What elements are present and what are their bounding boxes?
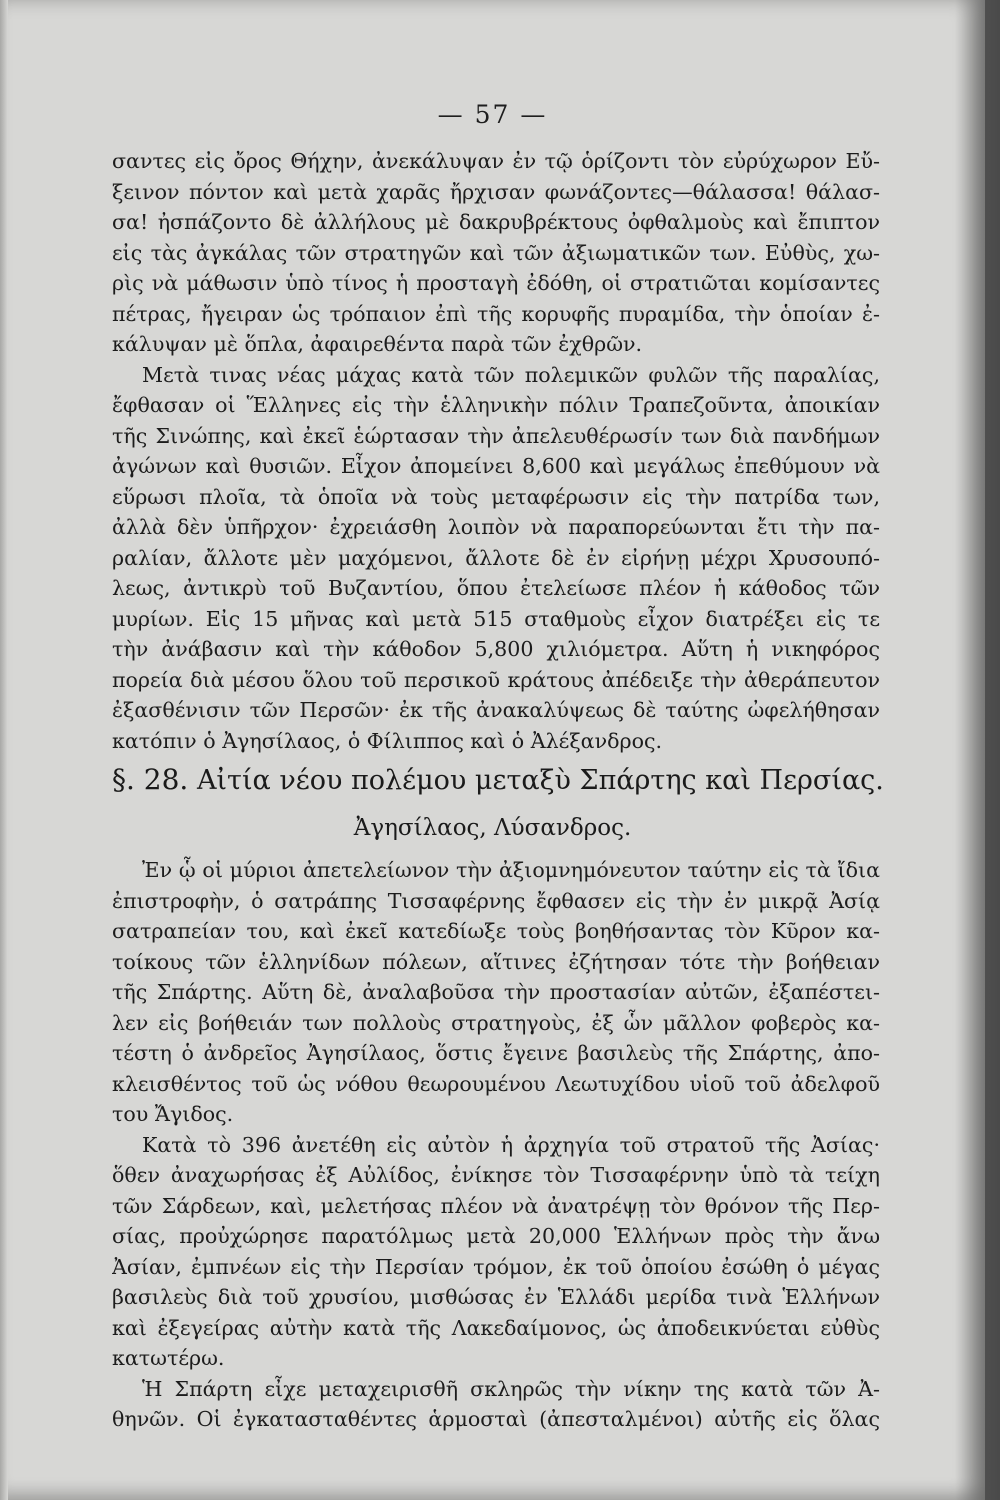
text-line: ἀλλὰ δὲν ὑπῆρχον· ἐχρειάσθη λοιπὸν νὰ παραπορεύωνται ἔτι τὴν πα- (112, 515, 880, 539)
text-line: ἐπιστροφὴν, ὁ σατράπης Τισσαφέρνης ἔφθασεν εἰς τὴν ἐν μικρᾷ Ἀσίᾳ (112, 888, 880, 913)
text-line: ραλίαν, ἄλλοτε μὲν μαχόμενοι, ἄλλοτε δὲ ἐν εἰρήνῃ μέχρι Χρυσουπό- (112, 545, 880, 570)
text-line: εὕρωσι πλοῖα, τὰ ὁποῖα νὰ τοὺς μεταφέρωσιν εἰς τὴν πατρίδα των, (112, 484, 880, 509)
text-line: ξεινον πόντον καὶ μετὰ χαρᾶς ἤρχισαν φωνάζοντες—θάλασσα! θάλασ- (112, 179, 880, 204)
text-line: θηνῶν. Οἱ ἐγκατασταθέντες ἁρμοσταὶ (ἀπεσταλμένοι) αὐτῆς εἰς ὅλας (112, 1407, 880, 1431)
text-line: καὶ ἐξεγείρας αὐτὴν κατὰ τῆς Λακεδαίμονος, ὡς ἀποδεικνύεται εὐθὺς (112, 1315, 880, 1340)
text-line: σα! ἠσπάζοντο δὲ ἀλλήλους μὲ δακρυβρέκτους ὀφθαλμοὺς καὶ ἔπιπτον (112, 210, 880, 234)
section-number: §. 28. (112, 763, 189, 796)
text-line: τὴν ἀνάβασιν καὶ τὴν κάθοδον 5,800 χιλιόμετρα. Αὕτη ἡ νικηφόρος (112, 637, 880, 661)
text-line: του Ἄγιδος. (112, 1102, 234, 1126)
text-line: τέστη ὁ ἀνδρεῖος Ἀγησίλαος, ὅστις ἔγεινε βασιλεὺς τῆς Σπάρτης, ἀπο- (112, 1041, 880, 1065)
text-line: κατωτέρω. (112, 1346, 225, 1370)
page-number: — 57 — (437, 100, 548, 129)
text-line: ρὶς νὰ μάθωσιν ὑπὸ τίνος ἡ προσταγὴ ἐδόθη, οἱ στρατιῶται κομίσαντες (112, 271, 880, 295)
text-line: τοίκους τῶν ἑλληνίδων πόλεων, αἵτινες ἐζήτησαν τότε τὴν βοήθειαν (112, 949, 880, 974)
text-line: ὅθεν ἀναχωρήσας ἐξ Αὐλίδος, ἐνίκησε τὸν Τισσαφέρνην ὑπὸ τὰ τείχη (112, 1163, 880, 1187)
section-heading (112, 762, 882, 799)
text-line: κλεισθέντος τοῦ ὡς νόθου θεωρουμένου Λεωτυχίδου υἱοῦ τοῦ ἀδελφοῦ (112, 1071, 880, 1096)
text-line: ἐξασθένισιν τῶν Περσῶν· ἐκ τῆς ἀνακαλύψεως δὲ ταύτης ὠφελήθησαν (112, 698, 880, 722)
text-line: τῆς Σπάρτης. Αὕτη δὲ, ἀναλαβοῦσα τὴν προστασίαν αὐτῶν, ἐξαπέστει- (112, 980, 880, 1004)
page-gutter-shadow (955, 0, 1000, 1500)
text-line: σατραπείαν του, καὶ ἐκεῖ κατεδίωξε τοὺς βοηθήσαντας τὸν Κῦρον κα- (112, 919, 880, 943)
text-block-upper (112, 146, 880, 756)
text-line: ἔφθασαν οἱ Ἕλληνες εἰς τὴν ἑλληνικὴν πόλιν Τραπεζοῦντα, ἀποικίαν (112, 393, 880, 417)
text-line: λεν εἰς βοήθειάν των πολλοὺς στρατηγοὺς, ἐξ ὧν μᾶλλον φοβερὸς κα- (112, 1010, 880, 1035)
text-line: τῶν Σάρδεων, καὶ, μελετήσας πλέον νὰ ἀνατρέψῃ τὸν θρόνον τῆς Περ- (112, 1193, 880, 1218)
text-line: κάλυψαν μὲ ὅπλα, ἀφαιρεθέντα παρὰ τῶν ἐχθρῶν. (112, 332, 643, 356)
text-line: λεως, ἀντικρὺ τοῦ Βυζαντίου, ὅπου ἐτελείωσε πλέον ἡ κάθοδος τῶν (112, 576, 880, 600)
text-line: πέτρας, ἤγειραν ὡς τρόπαιον ἐπὶ τῆς κορυφῆς πυραμίδα, τὴν ὁποίαν ἐ- (112, 301, 880, 326)
text-line: τῆς Σινώπης, καὶ ἐκεῖ ἑώρτασαν τὴν ἀπελευθέρωσίν των διὰ πανδήμων (112, 423, 880, 448)
text-line: Κατὰ τὸ 396 ἀνετέθη εἰς αὐτὸν ἡ ἀρχηγία τοῦ στρατοῦ τῆς Ἀσίας· (142, 1132, 880, 1157)
page-left-edge (0, 0, 8, 1500)
text-line: σαντες εἰς ὄρος Θήχην, ἀνεκάλυψαν ἐν τῷ ὁρίζοντι τὸν εὐρύχωρον Εὔ- (112, 149, 880, 173)
text-line: ἀγώνων καὶ θυσιῶν. Εἶχον ἀπομείνει 8,600 καὶ μεγάλως ἐπεθύμουν νὰ (112, 454, 880, 478)
text-line: μυρίων. Εἰς 15 μῆνας καὶ μετὰ 515 σταθμοὺς εἶχον διατρέξει εἰς τε (112, 606, 880, 631)
text-line: εἰς τὰς ἀγκάλας τῶν στρατηγῶν καὶ τῶν ἀξιωματικῶν των. Εὐθὺς, χω- (112, 240, 880, 265)
text-line: Ἐν ᾧ οἱ μύριοι ἀπετελείωνον τὴν ἀξιομνημόνευτον ταύτην εἰς τὰ ἴδια (142, 858, 880, 882)
text-line: πορεία διὰ μέσου ὅλου τοῦ περσικοῦ κράτους ἀπέδειξε τὴν ἀθεράπευτον (112, 667, 880, 692)
text-line: Ἡ Σπάρτη εἶχε μεταχειρισθῆ σκληρῶς τὴν νίκην της κατὰ τῶν Ἀ- (142, 1376, 880, 1401)
text-block-lower (112, 855, 880, 1435)
text-line: κατόπιν ὁ Ἀγησίλαος, ὁ Φίλιππος καὶ ὁ Ἀλέξανδρος. (112, 728, 663, 753)
text-line: Μετὰ τινας νέας μάχας κατὰ τῶν πολεμικῶν φυλῶν τῆς παραλίας, (142, 362, 880, 387)
text-line: σίας, προὐχώρησε παρατόλμως μετὰ 20,000 Ἑλλήνων πρὸς τὴν ἄνω (112, 1224, 880, 1248)
section-title: Αἰτία νέου πολέμου μεταξὺ Σπάρτης καὶ Περσίας. (196, 765, 884, 796)
section-subheading: Ἀγησίλαος, Λύσανδρος. (353, 815, 632, 841)
text-line: βασιλεὺς διὰ τοῦ χρυσίου, μισθώσας ἐν Ἑλλάδι μερίδα τινὰ Ἑλλήνων (112, 1285, 880, 1309)
text-line: Ἀσίαν, ἐμπνέων εἰς τὴν Περσίαν τρόμον, ἐκ τοῦ ὁποίου ἐσώθη ὁ μέγας (112, 1254, 880, 1279)
